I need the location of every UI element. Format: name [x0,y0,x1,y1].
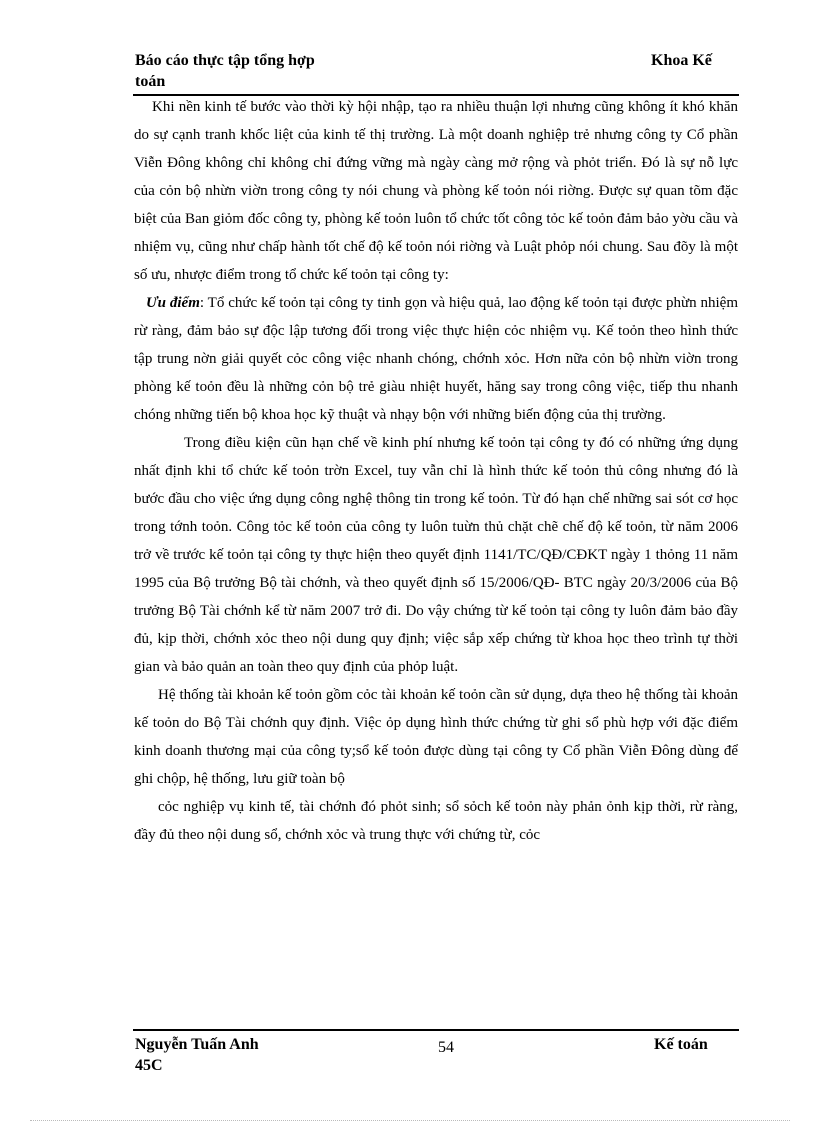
paragraph-accounts [134,681,738,793]
footer-author [135,1034,295,1076]
footer-author-name: Nguyễn Tuấn Anh [135,1036,259,1053]
paragraph-intro-text: Khi nền kinh tế bước vào thời kỳ hội nhập, tạo ra nhiều thuận lợi nhưng cũng không ít khó khăn do sự cạnh tranh khốc liệt của kinh tế thị trường. Là một doanh nghiệp trẻ nhưng công ty Cổ phần Viễn Đông không chỉ không chỉ đứng vững mà ngày càng mở rộng và phỏt triển. Đó là sự nỗ lực của cỏn bộ nhừn viờn trong công ty nói chung và phòng kế toỏn nói riờng. Được sự quan tõm đặc biệt của Ban giỏm đốc công ty, phòng kế toỏn luôn tổ chức tốt công tỏc kế toỏn đảm bảo yờu cầu và nhiệm vụ, cũng như chấp hành tốt chế độ kế toỏn nói riờng và Luật phỏp nói chung. Sau đõy là một số ưu, nhược điểm trong tổ chức kế toỏn tại công ty: [134,99,738,283]
header-title-line1: Báo cáo thực tập tổng hợp [135,52,315,69]
paragraph-advantages [134,289,738,429]
header-department: Khoa Kế [651,52,712,69]
page-edge-divider [30,1120,790,1121]
footer-department: Kế toán [654,1036,708,1053]
footer-rule [133,1029,739,1031]
advantages-label: Ưu điểm [146,295,200,311]
advantages-text: : Tổ chức kế toỏn tại công ty tinh gọn và hiệu quả, lao động kế toỏn tại được phừn nhiệm rừ ràng, đảm bảo sự độc lập tương đối trong việc thực hiện cỏc nhiệm vụ. Kế toỏn theo hình thức tập trung nờn giải quyết cỏc công việc nhanh chóng, chớnh xỏc. Hơn nữa cỏn bộ nhừn viờn trong phòng kế toỏn đều là những cỏn bộ trẻ giàu nhiệt huyết, hăng say trong công việc, tiếp thu nhanh chóng những tiến bộ khoa học kỹ thuật và nhạy bộn với những biến động của thị trường. [134,295,738,423]
paragraph-continuation [134,793,738,849]
header-title-line2: toán [135,73,166,90]
paragraph-continuation-text: cỏc nghiệp vụ kinh tế, tài chớnh đó phỏt sinh; sổ sỏch kế toỏn này phản ỏnh kịp thời, rừ ràng, đầy đủ theo nội dung sổ, chớnh xỏc và trung thực với chứng từ, cỏc [134,799,738,843]
paragraph-excel-text: Trong điều kiện cũn hạn chế về kinh phí nhưng kế toỏn tại công ty đó có những ứng dụng nhất định khi tổ chức kế toỏn trờn Excel, tuy vẫn chỉ là hình thức kế toỏn thủ công nhưng đó là bước đầu cho việc ứng dụng công nghệ thông tin trong kế toỏn. Từ đó hạn chế những sai sót cơ học trong tớnh toỏn. Công tỏc kế toỏn của công ty luôn tuừn thủ chặt chẽ chế độ kế toỏn, từ năm 2006 trở về trước kế toỏn tại công ty thực hiện theo quyết định 1141/TC/QĐ/CĐKT ngày 1 thỏng 11 năm 1995 của Bộ trưởng Bộ tài chớnh, và theo quyết định số 15/2006/QĐ- BTC ngày 20/3/2006 của Bộ trưởng Bộ Tài chớnh kể từ năm 2007 trở đi. Do vậy chứng từ kế toỏn tại công ty luôn đảm bảo đầy đủ, kịp thời, chớnh xỏc theo nội dung quy định; việc sắp xếp chứng từ khoa học theo trình tự thời gian và bảo quản an toàn theo quy định của phỏp luật. [134,435,738,675]
footer-author-class: 45C [135,1057,163,1074]
document-body [134,93,738,849]
paragraph-accounts-text: Hệ thống tài khoản kế toỏn gồm cỏc tài khoản kế toỏn cần sử dụng, dựa theo hệ thống tài khoản kế toỏn do Bộ Tài chớnh quy định. Việc ỏp dụng hình thức chứng từ ghi sổ phù hợp với đặc điểm kinh doanh thương mại của công ty;sổ kế toỏn được dùng tại công ty Cổ phần Viễn Đông dùng để ghi chộp, hệ thống, lưu giữ toàn bộ [134,687,738,787]
header-title [135,50,365,92]
paragraph-intro [134,93,738,289]
page-number: 54 [438,1039,454,1056]
paragraph-excel [134,429,738,681]
